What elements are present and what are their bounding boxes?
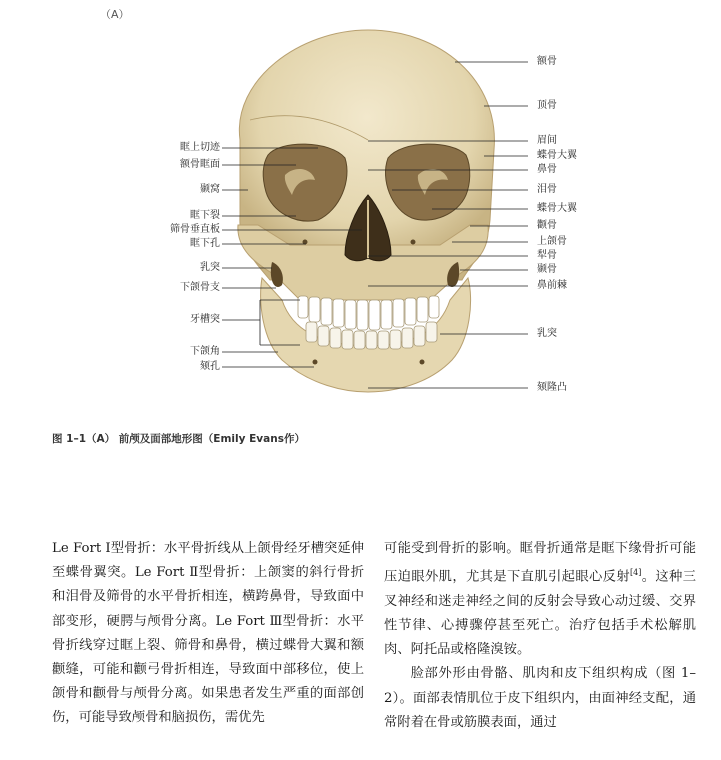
label-lacrimal-bone: 泪骨: [537, 184, 557, 195]
label-mental-foramen: 颏孔: [200, 361, 220, 372]
label-infraorbital-foramen: 眶下孔: [190, 238, 220, 249]
paragraph-le-fort: Le Fort Ⅰ型骨折：水平骨折线从上颌骨经牙槽突延伸至蝶骨翼突。Le Fort Ⅱ型骨折：上颌窦的斜行骨折和泪骨及筛骨的水平骨折相连，横跨鼻骨，导致面中部变形，硬腭与颅骨分离。Le Fort Ⅲ型骨折：水平骨折线穿过眶上裂、筛骨和鼻骨，横过蝶骨大翼和额颧缝，可能和颧弓骨折相连，导致面中部移位，使上颌骨和颧骨与颅骨分离。如果患者发生严重的面部创伤，可能导致颅骨和脑损伤，需优先: [52, 541, 364, 726]
figure-caption: 图 1–1（A） 前颅及面部地形图（Emily Evans作）: [52, 433, 305, 445]
label-glabella: 眉间: [537, 135, 557, 146]
text-column-right: [384, 537, 696, 735]
label-temporal-bone: 颞骨: [537, 264, 557, 275]
label-inferior-orbital-fissure: 眶下裂: [190, 210, 220, 221]
label-parietal-bone: 顶骨: [537, 100, 557, 111]
citation-ref: [4]: [630, 568, 642, 578]
label-alveolar-process: 牙槽突: [190, 314, 220, 325]
label-vomer: 犁骨: [537, 250, 557, 261]
label-angle-of-mandible: 下颌角: [190, 346, 220, 357]
label-maxilla: 上颌骨: [537, 236, 567, 247]
label-temporal-fossa: 颞窝: [200, 184, 220, 195]
label-mastoid-right: 乳突: [537, 328, 557, 339]
label-perpendicular-plate: 筛骨垂直板: [170, 224, 220, 235]
label-zygomatic-bone: 颧骨: [537, 220, 557, 231]
label-orbital-surface-frontal: 额骨眶面: [180, 159, 220, 170]
text-column-left: [52, 537, 364, 731]
label-greater-wing-sphenoid-1: 蝶骨大翼: [537, 150, 577, 161]
label-frontal-bone: 额骨: [537, 56, 557, 67]
paragraph-orbital-fracture: 可能受到骨折的影响。眶骨折通常是眶下缘骨折可能压迫眼外肌，尤其是下直肌引起眼心反射[4]。这种三叉神经和迷走神经之间的反射会导致心动过缓、交界性节律、心搏骤停甚至死亡。治疗包括手术松解肌肉、阿托品或格隆溴铵。: [384, 541, 697, 658]
label-greater-wing-sphenoid-2: 蝶骨大翼: [537, 203, 577, 214]
label-anterior-nasal-spine: 鼻前棘: [537, 280, 567, 291]
label-mastoid-left: 乳突: [200, 262, 220, 273]
upper-teeth: [298, 296, 439, 330]
figure-panel-label: （A）: [100, 8, 130, 21]
label-nasal-bone: 鼻骨: [537, 164, 557, 175]
label-supraorbital-notch: 眶上切迹: [180, 142, 220, 153]
label-ramus-of-mandible: 下颌骨支: [180, 282, 220, 293]
label-mental-protuberance: 颏隆凸: [537, 382, 567, 393]
paragraph-face-shape: 脸部外形由骨骼、肌肉和皮下组织构成（图 1–2）。面部表情肌位于皮下组织内，由面神经支配，通常附着在骨或筋膜表面，通过: [384, 666, 696, 730]
